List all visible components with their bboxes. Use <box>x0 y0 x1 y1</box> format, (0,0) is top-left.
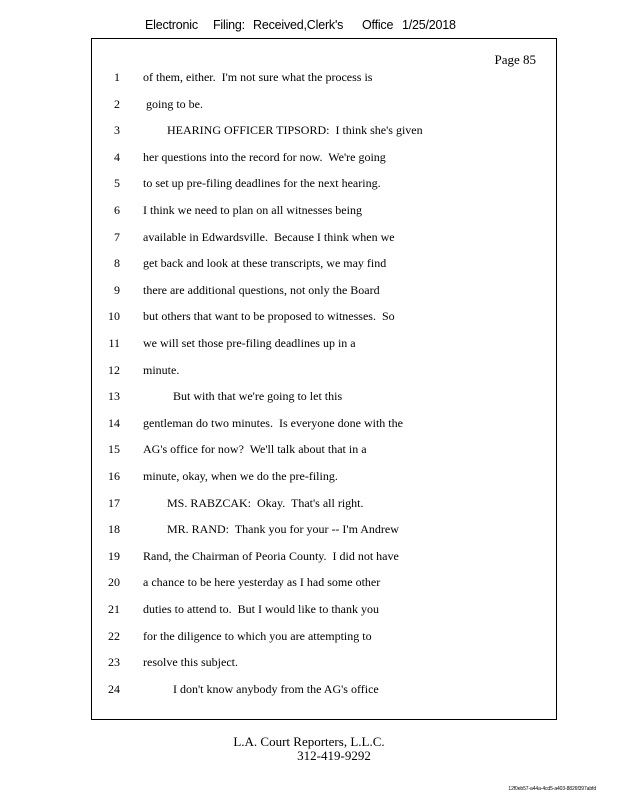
page-number: Page 85 <box>494 52 536 67</box>
line-number: 5 <box>114 176 120 191</box>
footer-company: L.A. Court Reporters, L.L.C. <box>233 734 385 749</box>
transcript-line <box>92 629 532 649</box>
header-filing: Filing: <box>213 18 245 32</box>
transcript-page-frame <box>91 38 557 720</box>
transcript-line <box>92 150 532 170</box>
transcript-line <box>92 336 532 356</box>
transcript-line <box>92 469 532 489</box>
line-number: 20 <box>108 575 120 590</box>
line-number: 22 <box>108 628 120 643</box>
line-text: Rand, the Chairman of Peoria County. I did not have <box>143 548 399 563</box>
line-text: gentleman do two minutes. Is everyone done with the <box>143 415 403 430</box>
line-number: 17 <box>108 495 120 510</box>
line-number: 3 <box>114 123 120 138</box>
transcript-line <box>92 655 532 675</box>
line-text: her questions into the record for now. We're going <box>143 149 386 164</box>
line-number: 15 <box>108 442 120 457</box>
header-office: Office <box>362 18 394 32</box>
transcript-line <box>92 602 532 622</box>
line-number: 7 <box>114 229 120 244</box>
line-text: minute. <box>143 362 180 377</box>
transcript-line <box>92 416 532 436</box>
line-number: 12 <box>108 362 120 377</box>
line-text: to set up pre-filing deadlines for the next hearing. <box>143 176 381 191</box>
transcript-line <box>92 389 532 409</box>
line-text: HEARING OFFICER TIPSORD: I think she's given <box>143 123 423 138</box>
line-number: 10 <box>108 309 120 324</box>
line-text: get back and look at these transcripts, we may find <box>143 256 387 271</box>
transcript-line <box>92 230 532 250</box>
line-text: a chance to be here yesterday as I had some other <box>143 575 381 590</box>
line-number: 9 <box>114 282 120 297</box>
line-number: 11 <box>108 336 120 350</box>
line-text: duties to attend to. But I would like to thank you <box>143 602 379 616</box>
document-id: 12f0eb57-a44a-4cd5-a403-8826f397abfd <box>508 786 596 792</box>
line-number: 14 <box>108 415 120 430</box>
line-text: I think we need to plan on all witnesses being <box>143 203 362 217</box>
transcript-line <box>92 363 532 383</box>
line-number: 19 <box>108 548 120 563</box>
transcript-line <box>92 496 532 516</box>
line-number: 23 <box>108 655 120 670</box>
footer-phone: 312-419-9292 <box>297 748 371 763</box>
transcript-line <box>92 203 532 223</box>
transcript-line <box>92 442 532 462</box>
line-text: for the diligence to which you are attempting to <box>143 628 372 643</box>
line-number: 21 <box>108 602 120 616</box>
line-text: minute, okay, when we do the pre-filing. <box>143 469 338 483</box>
line-number: 4 <box>114 149 120 164</box>
transcript-line <box>92 575 532 595</box>
line-number: 13 <box>108 389 120 404</box>
filing-header <box>0 18 618 38</box>
transcript-line <box>92 522 532 542</box>
line-text: But with that we're going to let this <box>143 389 343 404</box>
header-date: 1/25/2018 <box>402 18 456 32</box>
line-text: I don't know anybody from the AG's office <box>143 681 379 696</box>
line-text: we will set those pre-filing deadlines up in a <box>143 336 356 350</box>
line-number: 2 <box>114 96 120 111</box>
line-number: 1 <box>114 70 120 84</box>
transcript-line <box>92 70 532 90</box>
line-text: but others that want to be proposed to witnesses. So <box>143 309 395 324</box>
line-text: available in Edwardsville. Because I think when we <box>143 229 395 244</box>
line-text: MR. RAND: Thank you for your -- I'm Andrew <box>143 522 399 537</box>
line-text: resolve this subject. <box>143 655 238 670</box>
transcript-line <box>92 256 532 276</box>
transcript-line <box>92 176 532 196</box>
transcript-line <box>92 97 532 117</box>
transcript-line <box>92 309 532 329</box>
line-text: MS. RABZCAK: Okay. That's all right. <box>143 495 364 510</box>
line-text: going to be. <box>143 96 203 111</box>
header-electronic: Electronic <box>145 18 198 32</box>
line-number: 6 <box>114 203 120 217</box>
line-number: 16 <box>108 469 120 483</box>
line-text: AG's office for now? We'll talk about that in a <box>143 442 367 457</box>
transcript-line <box>92 549 532 569</box>
line-text: there are additional questions, not only the Board <box>143 282 380 297</box>
header-received-clerks: Received,Clerk's <box>253 18 344 32</box>
line-text: of them, either. I'm not sure what the process is <box>143 70 373 84</box>
line-number: 24 <box>108 681 120 696</box>
line-number: 18 <box>108 522 120 537</box>
transcript-line <box>92 682 532 702</box>
line-number: 8 <box>114 256 120 271</box>
transcript-line <box>92 123 532 143</box>
transcript-line <box>92 283 532 303</box>
